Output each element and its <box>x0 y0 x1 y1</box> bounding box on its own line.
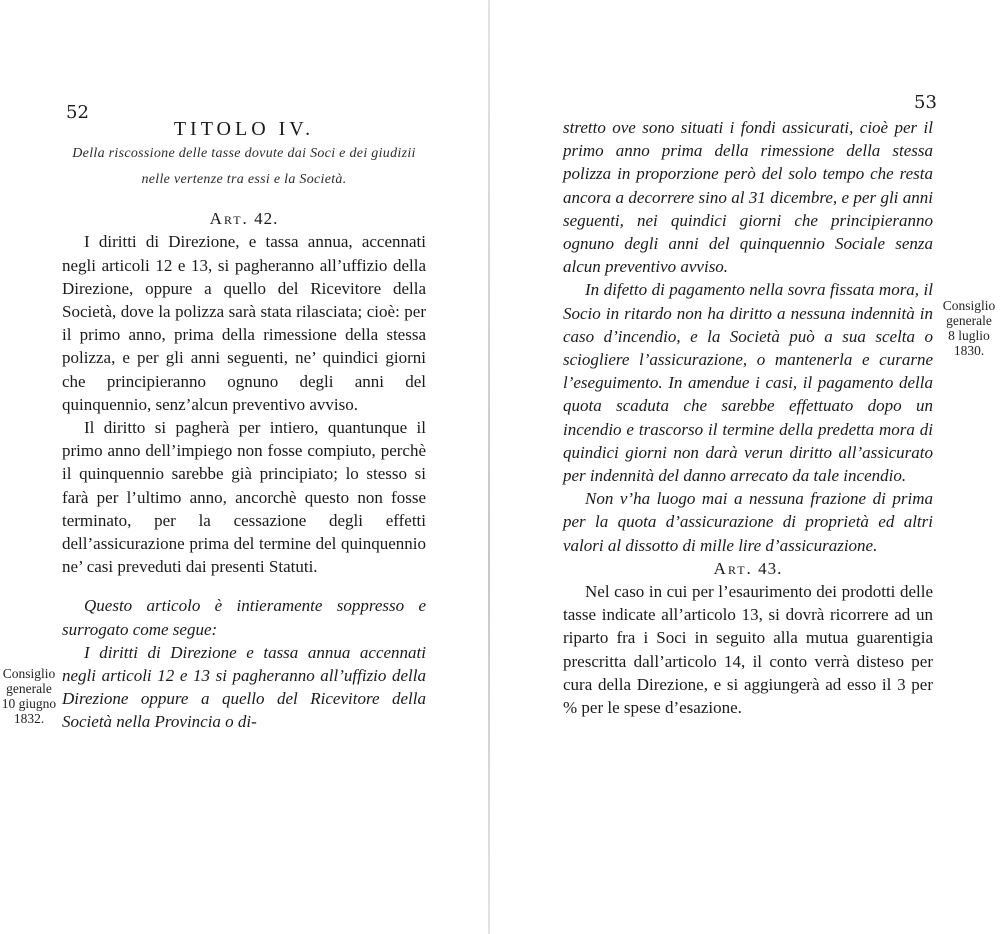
article-42-default-paragraph: In difetto di pagamento nella sovra fissata mora, il Socio in ritardo non ha diritto a nessuna indennità in caso d’incendio, e la Società può a sua scelta o sciogliere l’assicurazione, o mantenerla e curarne l’eseguimento. In amendue i casi, il pagamento della quota scaduta che sarebbe effettuato dopo un incendio e trascorso il termine della predetta mora di quindici giorni non darà verun diritto all’assicurato per indennità del danno arrecato da tale incendio. <box>563 280 933 486</box>
article-43-prefix: Art. <box>713 558 753 578</box>
margin-note-right-line-1: Consiglio <box>942 298 996 313</box>
margin-note-right-line-3: 8 luglio <box>948 328 990 343</box>
subtitle-line-1: Della riscossione delle tasse dovute dai Soci e dei giudizii <box>72 146 416 162</box>
article-42-number: 42. <box>254 209 279 229</box>
margin-note-left-line-4: 1832. <box>13 711 45 726</box>
article-43-number: 43. <box>758 558 783 578</box>
article-42-prefix: Art. <box>209 209 249 229</box>
article-42-paragraph-2: Il diritto si pagherà per intiero, quantunque il primo anno dell’impiego non fosse compiuto, perchè il quinquennio sarebbe già principiato; lo stesso si farà per l’ultimo anno, ancorchè questo non fosse terminato, per la cessazione degli effetti dell’assicurazione prima del termine del quinquennio ne’ casi preveduti dai presenti Statuti. <box>62 418 426 577</box>
margin-note-right <box>938 298 1000 358</box>
page-gutter <box>488 0 490 934</box>
article-42-paragraph-1: I diritti di Direzione, e tassa annua, accennati negli articoli 12 e 13, si pagheranno all’uffizio della Direzione, oppure a quello del Ricevitore della Società, dove la polizza sarà stata rilasciata; cioè: per il primo anno, prima della rimessione della stessa polizza, e per gli anni seguenti, ne’ quindici giorni che principieranno ognuno degli anni del quinquennio, senz’alcun preventivo avviso. <box>62 232 426 414</box>
amendment-intro: Questo articolo è intieramente soppresso e surrogato come segue: <box>62 596 426 639</box>
margin-note-left-line-3: 10 giugno <box>1 696 57 711</box>
page-number-right: 53 <box>914 92 937 113</box>
margin-note-left-line-1: Consiglio <box>2 666 56 681</box>
article-42-heading <box>62 207 426 230</box>
page-number-left: 52 <box>66 102 89 123</box>
right-page <box>563 116 933 719</box>
article-42-continuation: stretto ove sono situati i fondi assicurati, cioè per il primo anno prima della rimessione della stessa polizza in proporzione però del solo tempo che resta ancora a decorrere sino al 31 dicembre, e per gli anni seguenti, nei quindici giorni che principieranno ognuno degli anni del quinquennio Sociale senza alcun preventivo avviso. <box>563 118 933 277</box>
article-42-fraction-paragraph: Non v’ha luogo mai a nessuna frazione di prima per la quota d’assicurazione di proprietà ed altri valori al dissotto di mille lire d’assicurazione. <box>563 489 933 555</box>
margin-note-right-line-4: 1830. <box>953 343 985 358</box>
chapter-subtitle <box>62 141 426 193</box>
margin-note-left <box>0 666 58 726</box>
amendment-text: I diritti di Direzione e tassa annua accennati negli articoli 12 e 13 si pagheranno all’uffizio della Direzione oppure a quello del Ricevitore della Società nella Provincia o di- <box>62 642 426 732</box>
left-page <box>62 118 426 734</box>
margin-note-right-line-2: generale <box>946 313 992 328</box>
subtitle-line-2: nelle vertenze tra essi e la Società. <box>141 172 347 188</box>
article-43-paragraph: Nel caso in cui per l’esaurimento dei prodotti delle tasse indicate all’articolo 13, si dovrà ricorrere ad un riparto fra i Soci in seguito alla mutua guarentigia prescritta dall’articolo 14, il conto verrà disteso per cura della Direzione, e si aggiungerà ad esso il 3 per % per le spese d’esazione. <box>563 582 933 718</box>
margin-note-left-line-2: generale <box>6 681 52 696</box>
article-43-heading <box>563 557 933 580</box>
chapter-title: TITOLO IV. <box>173 118 315 140</box>
